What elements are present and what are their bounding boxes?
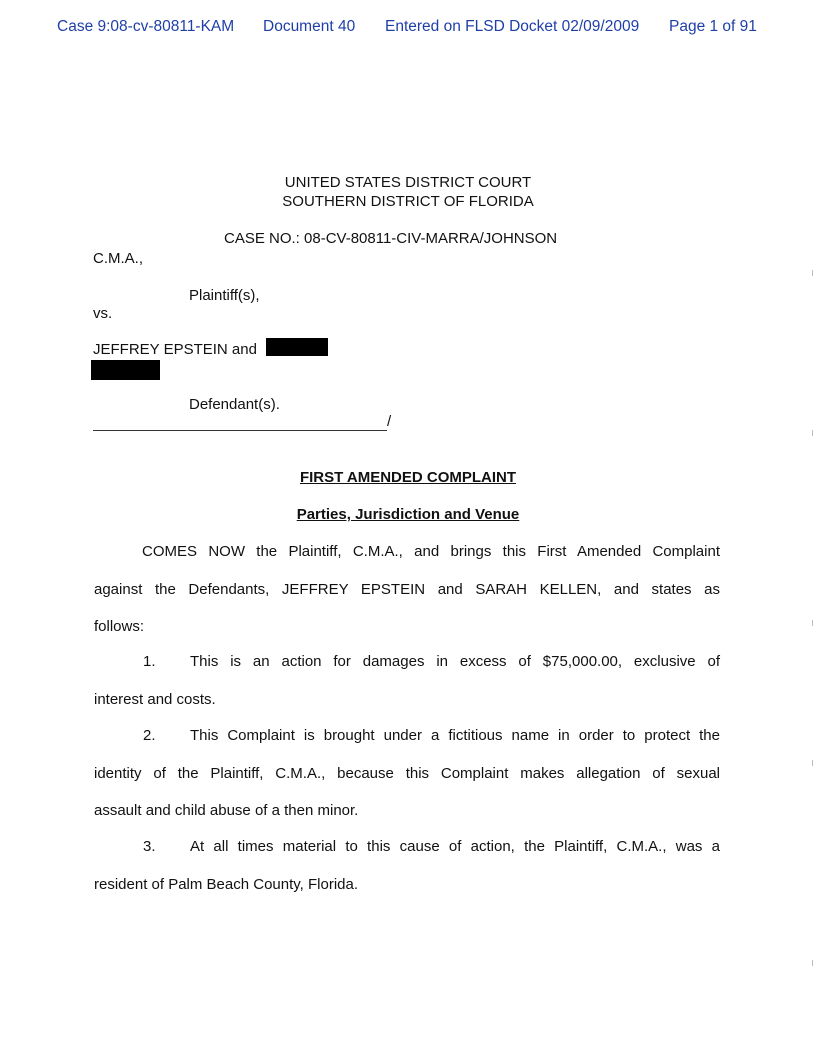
case-number: CASE NO.: 08-CV-80811-CIV-MARRA/JOHNSON xyxy=(224,230,558,247)
paragraph-line: At all times material to this cause of action, the Plaintiff, C.M.A., was a xyxy=(190,838,720,855)
intro-line: follows: xyxy=(94,618,145,635)
plaintiff-name: C.M.A., xyxy=(93,250,144,267)
paragraph-number: 1. xyxy=(143,653,156,670)
intro-paragraph xyxy=(94,533,720,646)
scan-speck xyxy=(812,620,813,626)
caption-rule xyxy=(93,430,387,431)
intro-line: COMES NOW the Plaintiff, C.M.A., and brings this First Amended Complaint xyxy=(142,543,720,560)
caption-slash: / xyxy=(387,413,392,430)
paragraph-3 xyxy=(94,828,720,903)
docket-entered-date: Entered on FLSD Docket 02/09/2009 xyxy=(385,18,640,35)
versus-label: vs. xyxy=(93,305,113,322)
scan-speck xyxy=(812,270,813,276)
section-heading: Parties, Jurisdiction and Venue xyxy=(296,506,520,523)
court-name-line1: UNITED STATES DISTRICT COURT xyxy=(284,174,532,191)
paragraph-line: interest and costs. xyxy=(94,690,216,708)
docket-case-number: Case 9:08-cv-80811-KAM xyxy=(57,18,235,35)
paragraph-1 xyxy=(94,643,720,718)
defendants-name: JEFFREY EPSTEIN and xyxy=(93,341,257,358)
scan-speck xyxy=(812,430,813,436)
paragraph-number: 3. xyxy=(143,838,156,855)
scan-speck xyxy=(812,760,813,766)
plaintiff-role: Plaintiff(s), xyxy=(189,287,260,304)
intro-line: against the Defendants, JEFFREY EPSTEIN and SARAH KELLEN, and states as xyxy=(94,580,720,598)
paragraph-number: 2. xyxy=(143,727,156,744)
redaction-box xyxy=(266,338,328,356)
document-title: FIRST AMENDED COMPLAINT xyxy=(299,469,517,486)
paragraph-line: assault and child abuse of a then minor. xyxy=(94,802,359,819)
court-name-line2: SOUTHERN DISTRICT OF FLORIDA xyxy=(282,193,534,210)
paragraph-line: identity of the Plaintiff, C.M.A., because this Complaint makes allegation of sexual xyxy=(94,764,720,782)
paragraph-line: resident of Palm Beach County, Florida. xyxy=(94,875,359,893)
defendant-role: Defendant(s). xyxy=(189,396,280,413)
paragraph-line: This is an action for damages in excess of $75,000.00, exclusive of xyxy=(190,653,720,670)
paragraph-2 xyxy=(94,717,720,830)
redaction-box xyxy=(91,360,160,380)
scan-speck xyxy=(812,960,813,966)
docket-document-number: Document 40 xyxy=(263,18,356,35)
docket-page-count: Page 1 of 91 xyxy=(669,18,757,35)
paragraph-line: This Complaint is brought under a fictitious name in order to protect the xyxy=(190,727,720,744)
